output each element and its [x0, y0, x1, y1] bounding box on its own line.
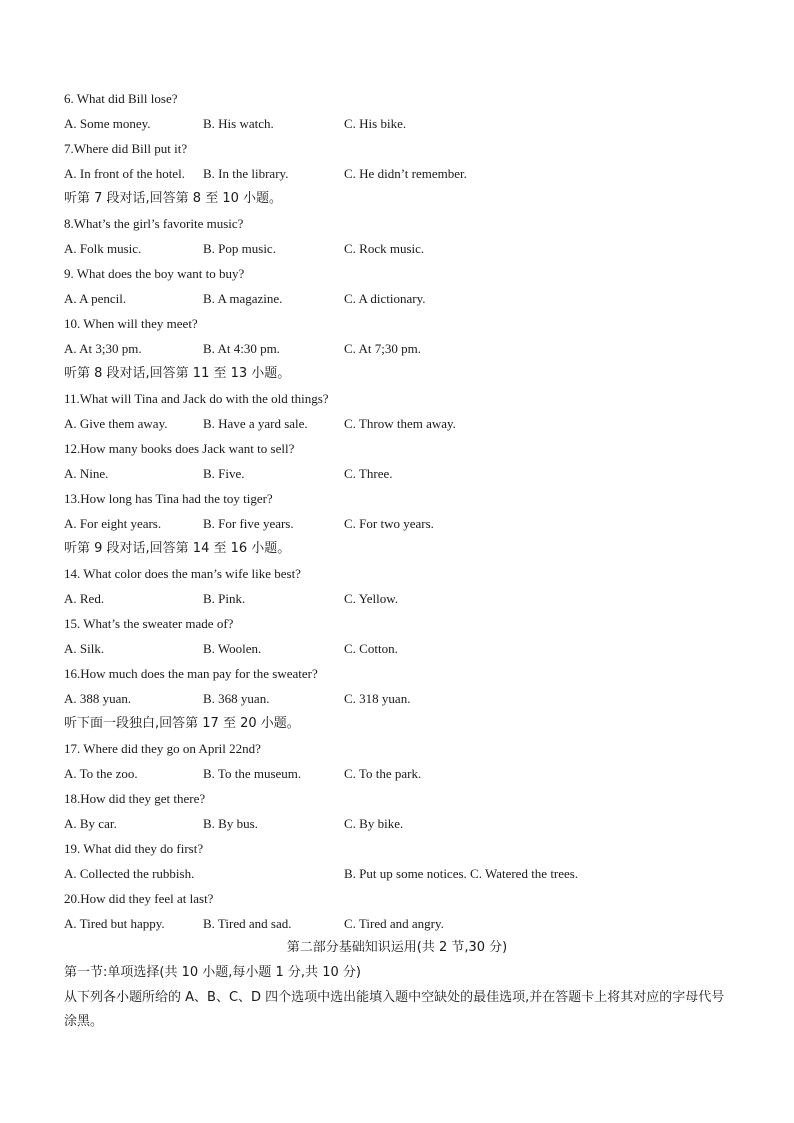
question-text: 7.Where did Bill put it? [64, 141, 188, 156]
option-c: C. At 7;30 pm. [344, 341, 421, 356]
option-a: A. Silk. [64, 641, 105, 656]
option-c: C. Three. [344, 466, 393, 481]
option-b: B. Woolen. [203, 641, 262, 656]
option-c: B. Put up some notices. C. Watered the trees. [344, 866, 579, 881]
option-a: A. To the zoo. [64, 766, 138, 781]
section-heading: 听下面一段独白,回答第 17 至 20 小题。 [64, 716, 300, 731]
option-a: A. Folk music. [64, 241, 142, 256]
question-text: 9. What does the boy want to buy? [64, 266, 245, 281]
question-text: 10. When will they meet? [64, 316, 198, 331]
option-b: B. In the library. [203, 166, 289, 181]
part-two-title: 第二部分基础知识运用(共 2 节,30 分) [286, 940, 508, 955]
question-text: 8.What’s the girl’s favorite music? [64, 216, 244, 231]
section-one-title: 第一节:单项选择(共 10 小题,每小题 1 分,共 10 分) [64, 965, 361, 980]
question-text: 16.How much does the man pay for the sweater? [64, 666, 318, 681]
question-text: 6. What did Bill lose? [64, 91, 178, 106]
option-a: A. Give them away. [64, 416, 168, 431]
option-a: A. By car. [64, 816, 117, 831]
option-c: C. Rock music. [344, 241, 425, 256]
option-c: C. By bike. [344, 816, 404, 831]
question-text: 12.How many books does Jack want to sell? [64, 441, 295, 456]
question-text: 15. What’s the sweater made of? [64, 616, 234, 631]
option-c: C. He didn’t remember. [344, 166, 467, 181]
option-a: A. Some money. [64, 116, 151, 131]
question-text: 13.How long has Tina had the toy tiger? [64, 491, 273, 506]
question-text: 14. What color does the man’s wife like best? [64, 566, 301, 581]
option-a: A. In front of the hotel. [64, 166, 185, 181]
option-a: A. Collected the rubbish. [64, 866, 195, 881]
option-a: A. A pencil. [64, 291, 127, 306]
option-c: C. For two years. [344, 516, 434, 531]
section-heading: 听第 8 段对话,回答第 11 至 13 小题。 [64, 366, 291, 381]
section-heading: 听第 7 段对话,回答第 8 至 10 小题。 [64, 191, 283, 206]
question-text: 17. Where did they go on April 22nd? [64, 741, 261, 756]
option-c: C. Yellow. [344, 591, 399, 606]
option-a: A. 388 yuan. [64, 691, 132, 706]
option-a: A. Nine. [64, 466, 109, 481]
option-b: B. Tired and sad. [203, 916, 292, 931]
option-b: B. Pink. [203, 591, 246, 606]
option-c: C. To the park. [344, 766, 422, 781]
option-a: A. For eight years. [64, 516, 162, 531]
option-b: B. 368 yuan. [203, 691, 270, 706]
option-c: C. His bike. [344, 116, 407, 131]
question-text: 19. What did they do first? [64, 841, 204, 856]
section-heading: 听第 9 段对话,回答第 14 至 16 小题。 [64, 541, 291, 556]
option-a: A. At 3;30 pm. [64, 341, 142, 356]
option-b: B. His watch. [203, 116, 274, 131]
option-b: B. For five years. [203, 516, 294, 531]
question-text: 11.What will Tina and Jack do with the old things? [64, 391, 329, 406]
instruction-text: 从下列各小题所给的 A、B、C、D 四个选项中选出能填入题中空缺处的最佳选项,并在答题卡上将其对应的字母代号涂黑。 [64, 990, 725, 1029]
option-a: A. Red. [64, 591, 105, 606]
option-c: C. A dictionary. [344, 291, 426, 306]
option-b: B. Have a yard sale. [203, 416, 308, 431]
option-b: B. Five. [203, 466, 245, 481]
option-b: B. To the museum. [203, 766, 302, 781]
option-b: B. By bus. [203, 816, 258, 831]
option-b: B. A magazine. [203, 291, 283, 306]
option-c: C. 318 yuan. [344, 691, 411, 706]
option-c: C. Throw them away. [344, 416, 456, 431]
option-a: A. Tired but happy. [64, 916, 165, 931]
option-c: C. Cotton. [344, 641, 398, 656]
option-b: B. At 4:30 pm. [203, 341, 280, 356]
option-b: B. Pop music. [203, 241, 276, 256]
question-text: 20.How did they feel at last? [64, 891, 214, 906]
option-c: C. Tired and angry. [344, 916, 444, 931]
question-text: 18.How did they get there? [64, 791, 206, 806]
